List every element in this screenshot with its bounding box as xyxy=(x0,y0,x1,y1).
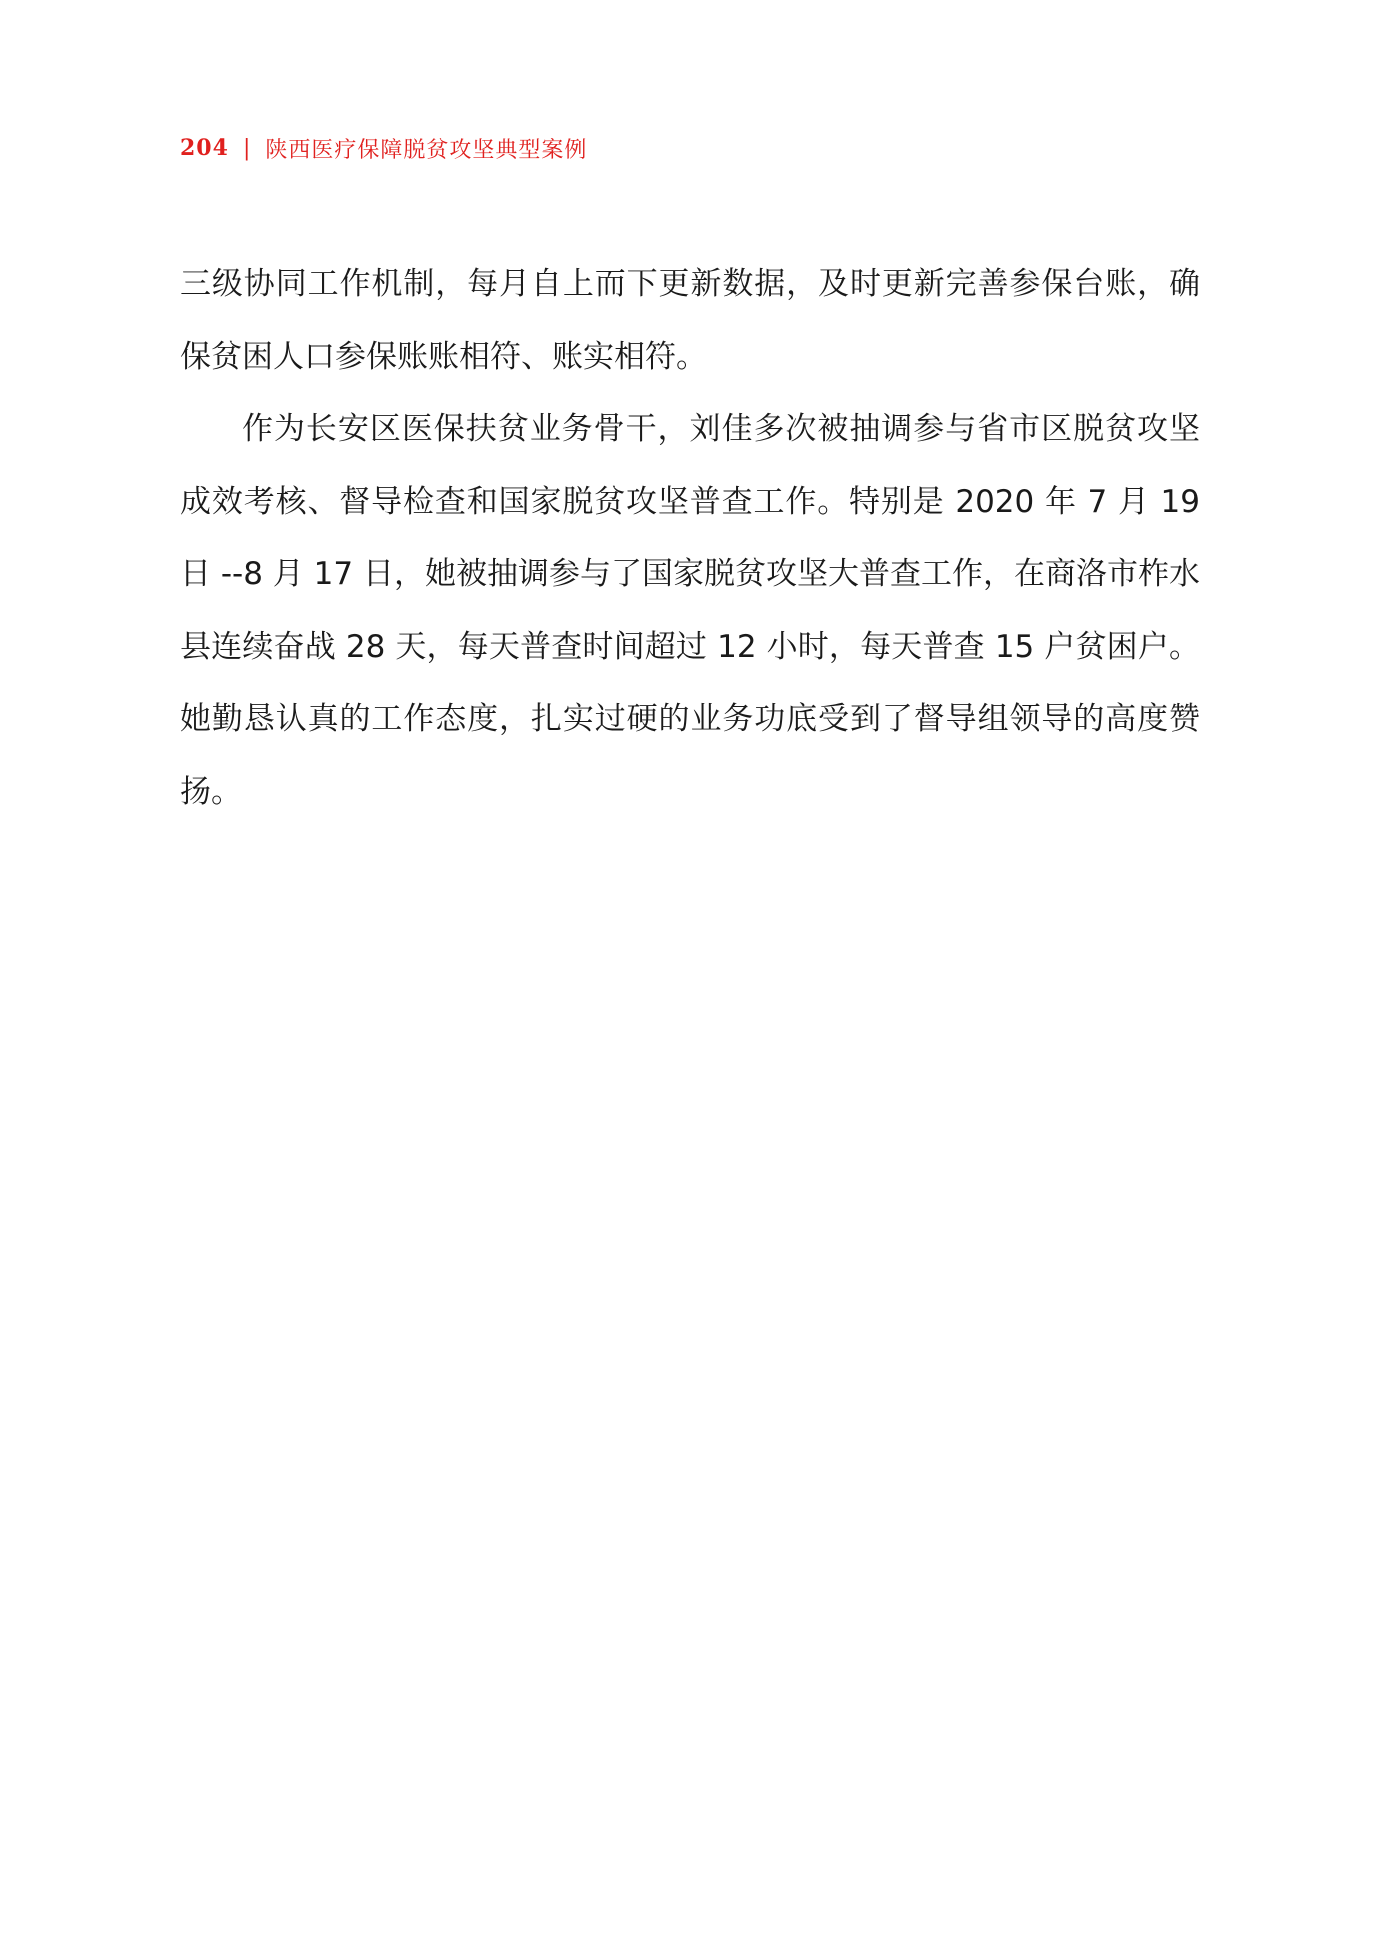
paragraph-continuation: 三级协同工作机制，每月自上而下更新数据，及时更新完善参保台账，确保贫困人口参保账账相符、账实相符。 xyxy=(180,266,1200,375)
running-header xyxy=(180,128,587,168)
body-text xyxy=(180,248,1200,828)
page-number: 204 xyxy=(180,135,229,161)
header-separator: | xyxy=(242,135,252,161)
paragraph-liu-jia: 作为长安区医保扶贫业务骨干，刘佳多次被抽调参与省市区脱贫攻坚成效考核、督导检查和国家脱贫攻坚普查工作。特别是 2020 年 7 月 19 日 --8 月 17 日，她被抽调参与了国家脱贫攻坚大普查工作，在商洛市柞水县连续奋战 28 天，每天普查时间超过 12 小时，每天普查 15 户贫困户。她勤恳认真的工作态度，扎实过硬的业务功底受到了督导组领导的高度赞扬。 xyxy=(180,411,1200,810)
book-title: 陕西医疗保障脱贫攻坚典型案例 xyxy=(265,137,588,163)
